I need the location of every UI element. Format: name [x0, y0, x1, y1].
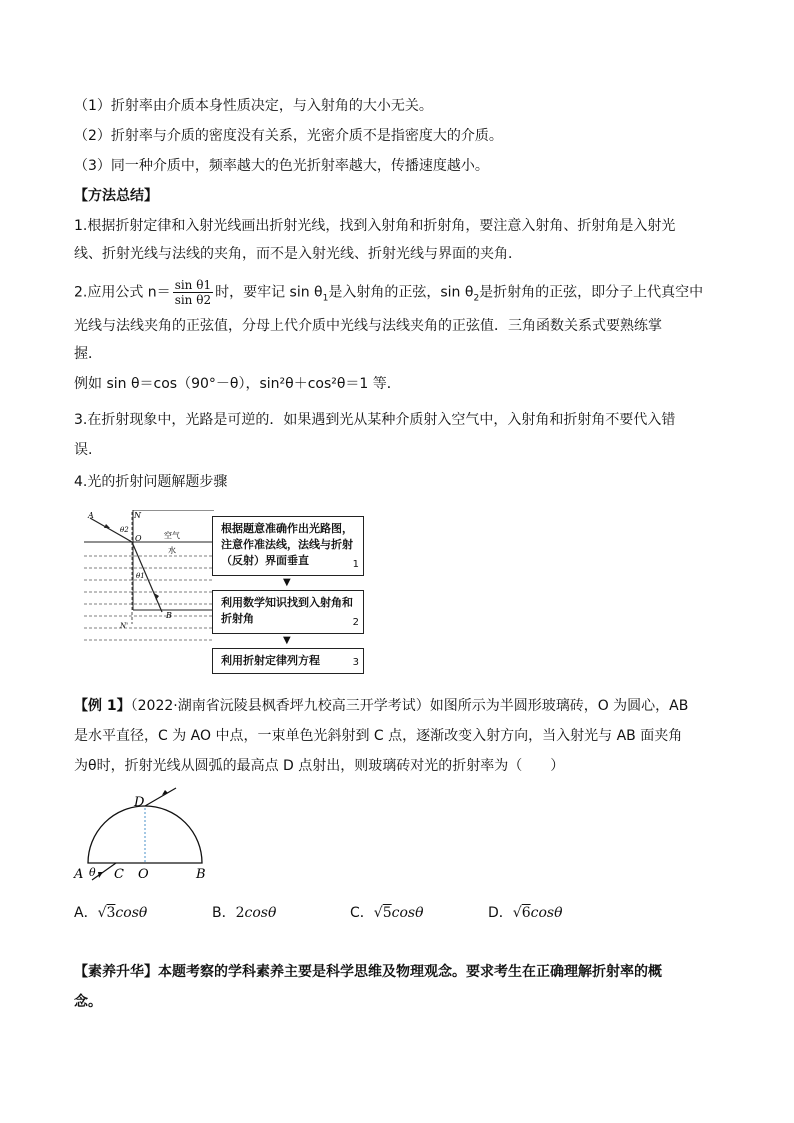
formula-suffix-b: 是入射角的正弦，sin θ — [328, 284, 474, 301]
fig-label-d: D — [134, 795, 145, 810]
flow-step-2 — [212, 590, 364, 634]
flow-step-3-text: 利用折射定律列方程 — [221, 654, 320, 667]
label-water: 水 — [168, 546, 176, 555]
note-2: （2）折射率与介质的密度没有关系，光密介质不是指密度大的介质。 — [74, 128, 503, 144]
label-nprime: N' — [120, 622, 129, 630]
choice-a-func: cosθ — [115, 905, 148, 921]
semicircle-figure — [72, 786, 222, 886]
choice-c-func: cosθ — [391, 905, 424, 921]
label-theta2: θ2 — [120, 526, 129, 534]
method-p1-line1: 1.根据折射定律和入射光线画出折射光线，找到入射角和折射角，要注意入射角、折射角是入射光 — [74, 218, 676, 234]
formula-prefix: 2.应用公式 n＝ — [74, 284, 171, 301]
choice-c-coef: 5 — [382, 905, 392, 921]
choice-c: C．√5cosθ — [350, 905, 424, 921]
choice-d: D．√6cosθ — [488, 905, 563, 921]
flow-step-2-text: 利用数学知识找到入射角和折射角 — [221, 596, 353, 625]
formula-fraction — [173, 278, 213, 307]
method-p2-line3: 握． — [74, 346, 102, 362]
example-line1-text: （2022·湖南省沅陵县枫香坪九校高三开学考试）如图所示为半圆形玻璃砖，O 为圆心，AB — [130, 698, 689, 714]
note-1: （1）折射率由介质本身性质决定，与入射角的大小无关。 — [74, 98, 433, 114]
example-line1 — [74, 696, 688, 716]
method-heading: 【方法总结】 — [74, 188, 158, 204]
note-3: （3）同一种介质中，频率越大的色光折射率越大，传播速度越小。 — [74, 158, 489, 174]
flow-step-1 — [212, 516, 364, 576]
method-example-line: 例如 sin θ＝cos（90°－θ），sin²θ＋cos²θ＝1 等． — [74, 376, 401, 392]
choice-a-coef: 3 — [106, 905, 116, 921]
formula-suffix-c: 是折射角的正弦，即分子上代真空中 — [479, 284, 704, 301]
literacy-line1: 【素养升华】本题考察的学科素养主要是科学思维及物理观念。要求考生在正确理解折射率的概 — [74, 964, 662, 980]
label-air: 空气 — [164, 531, 180, 540]
choice-b-label: B． — [212, 905, 236, 921]
method-p3-line1: 3.在折射现象中，光路是可逆的．如果遇到光从某种介质射入空气中，入射角和折射角不要代入错 — [74, 412, 676, 428]
semicircle-outline — [88, 806, 202, 863]
choice-b — [212, 902, 276, 924]
incident-arrow — [98, 872, 103, 878]
flow-step-1-number: 1 — [352, 559, 359, 570]
fig-label-o: O — [138, 867, 149, 882]
example-line3: 为θ时，折射光线从圆弧的最高点 D 点射出，则玻璃砖对光的折射率为（ ） — [74, 758, 565, 774]
method-p2-line1: 2.应用公式 n＝ $\frac{\text{sin θ1}}{\text{sin θ2}}$ 时，要牢记 $\sin \theta_1$是入射角的正弦，$\sin \theta_2$是折射角的正弦，即分子上代真空中 — [74, 278, 704, 307]
method-p3-line2: 误. — [74, 442, 93, 458]
literacy-line2: 念。 — [74, 994, 102, 1010]
method-p1-line2: 线、折射光线与法线的夹角，而不是入射光线、折射光线与界面的夹角． — [74, 246, 522, 262]
label-b: B — [166, 611, 172, 620]
label-theta1: θ1 — [136, 572, 145, 580]
choice-c-label: C． — [350, 905, 374, 921]
flow-connectors — [118, 510, 214, 620]
choice-a-label: A． — [74, 905, 98, 921]
formula-numerator: sin θ1 — [174, 278, 212, 292]
arrow-down-icon: ▼ — [283, 577, 291, 588]
method-p2-line2: 光线与法线夹角的正弦值，分母上代介质中光线与法线夹角的正弦值．三角函数关系式要熟练掌 — [74, 318, 662, 334]
choice-a: A．√3cosθ — [74, 905, 148, 921]
arrow-down-icon: ▼ — [283, 635, 291, 646]
choice-b-coef: 2 — [235, 905, 245, 921]
formula-suffix-a: 时，要牢记 sin θ — [215, 284, 323, 301]
fig-label-theta: θ — [89, 866, 96, 879]
label-o: O — [135, 534, 142, 543]
example-line2: 是水平直径，C 为 AO 中点，一束单色光斜射到 C 点，逐渐改变入射方向，当入射光与 AB 面夹角 — [74, 728, 683, 744]
flow-step-3 — [212, 648, 364, 674]
label-a: A — [88, 511, 94, 520]
formula-denominator: sin θ2 — [174, 293, 212, 307]
choice-d-label: D． — [488, 905, 513, 921]
flow-step-3-number: 3 — [352, 657, 359, 668]
fig-label-c: C — [114, 867, 124, 882]
flow-step-2-number: 2 — [352, 617, 359, 628]
exit-ray — [145, 788, 176, 806]
example-tag: 【例 1】 — [74, 698, 131, 714]
choice-d-func: cosθ — [530, 905, 563, 921]
fig-label-b: B — [196, 867, 206, 882]
fig-label-a: A — [74, 867, 84, 882]
label-n: N — [134, 511, 141, 520]
choice-d-coef: 6 — [521, 905, 531, 921]
choice-b-func: cosθ — [244, 905, 277, 921]
flow-step-1-text: 根据题意准确作出光路图，注意作准法线，法线与折射（反射）界面垂直 — [221, 522, 353, 567]
method-p4: 4.光的折射问题解题步骤 — [74, 474, 228, 490]
